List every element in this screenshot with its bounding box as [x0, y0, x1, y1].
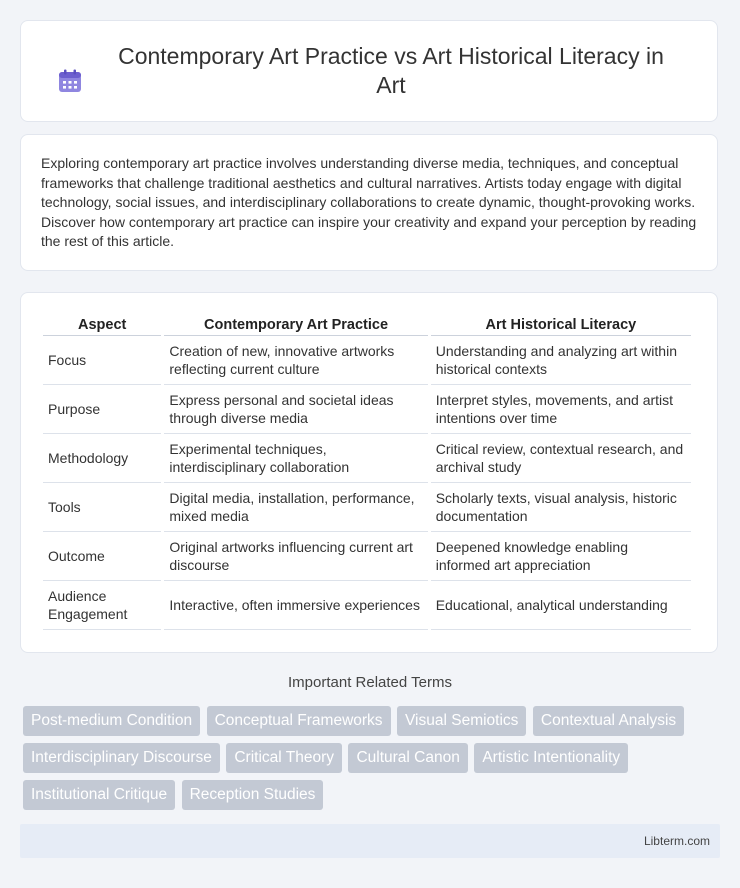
row-contemporary: Original artworks influencing current art discourse	[164, 532, 427, 581]
related-term-tag[interactable]: Conceptual Frameworks	[207, 706, 391, 736]
related-terms-title: Important Related Terms	[288, 674, 452, 691]
related-term-tag[interactable]: Cultural Canon	[348, 743, 467, 773]
related-term-tag[interactable]: Critical Theory	[226, 743, 342, 773]
related-term-tag[interactable]: Artistic Intentionality	[474, 743, 628, 773]
row-contemporary: Interactive, often immersive experiences	[164, 581, 427, 630]
table-row	[43, 385, 691, 434]
row-aspect: Purpose	[43, 385, 161, 434]
title-card	[20, 20, 718, 122]
table-row	[43, 336, 691, 385]
row-historical: Understanding and analyzing art within historical contexts	[431, 336, 691, 385]
row-aspect: Focus	[43, 336, 161, 385]
table-row	[43, 483, 691, 532]
row-contemporary: Creation of new, innovative artworks reflecting current culture	[164, 336, 427, 385]
row-aspect: Outcome	[43, 532, 161, 581]
row-historical: Scholarly texts, visual analysis, historic documentation	[431, 483, 691, 532]
table-row	[43, 532, 691, 581]
row-contemporary: Digital media, installation, performance, mixed media	[164, 483, 427, 532]
intro-card	[20, 134, 718, 271]
related-term-tag[interactable]: Post-medium Condition	[23, 706, 200, 736]
related-term-tag[interactable]: Institutional Critique	[23, 780, 175, 810]
related-term-tag[interactable]: Interdisciplinary Discourse	[23, 743, 220, 773]
row-historical: Critical review, contextual research, and archival study	[431, 434, 691, 483]
table-row	[43, 581, 691, 630]
comparison-table	[40, 313, 694, 630]
table-row	[43, 434, 691, 483]
related-term-tag[interactable]: Reception Studies	[182, 780, 324, 810]
header-aspect: Aspect	[43, 313, 161, 336]
related-terms-list	[23, 706, 723, 817]
row-aspect: Methodology	[43, 434, 161, 483]
row-aspect: Audience Engagement	[43, 581, 161, 630]
row-contemporary: Experimental techniques, interdisciplinary collaboration	[164, 434, 427, 483]
header-contemporary: Contemporary Art Practice	[164, 313, 427, 336]
comparison-table-card	[20, 292, 718, 653]
row-historical: Educational, analytical understanding	[431, 581, 691, 630]
page-title: Contemporary Art Practice vs Art Historical Literacy in Art	[118, 43, 664, 98]
footer	[20, 824, 720, 858]
row-contemporary: Express personal and societal ideas through diverse media	[164, 385, 427, 434]
calendar-icon	[57, 68, 83, 94]
intro-text: Exploring contemporary art practice involves understanding diverse media, techniques, and conceptual frameworks that challenge traditional aesthetics and cultural narratives. Artists today engage with digital technology, social issues, and interdisciplinary collaborations to create dynamic, thought-provoking works. Discover how contemporary art practice can inspire your creativity and expand your perception by reading the rest of this article.	[41, 155, 697, 249]
table-header-row	[43, 313, 691, 336]
related-term-tag[interactable]: Visual Semiotics	[397, 706, 526, 736]
related-term-tag[interactable]: Contextual Analysis	[533, 706, 684, 736]
row-aspect: Tools	[43, 483, 161, 532]
row-historical: Interpret styles, movements, and artist intentions over time	[431, 385, 691, 434]
header-historical: Art Historical Literacy	[431, 313, 691, 336]
footer-site-link[interactable]: Libterm.com	[643, 834, 710, 848]
row-historical: Deepened knowledge enabling informed art appreciation	[431, 532, 691, 581]
